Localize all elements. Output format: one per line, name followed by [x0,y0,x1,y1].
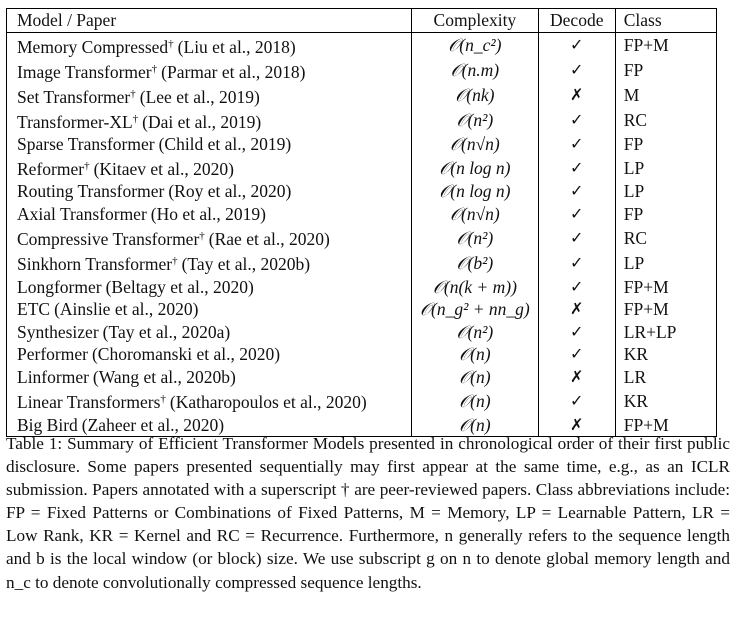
peer-reviewed-dagger: † [172,255,178,268]
model-paper-cell [7,321,412,344]
model-paper-cell [7,83,412,108]
class-cell: FP+M [615,413,716,436]
model-paper-cell [7,180,412,203]
header-complexity: Complexity [412,9,539,33]
paper-citation: (Tay et al., 2020b) [181,254,311,275]
class-cell: FP+M [615,32,716,58]
paper-citation: (Zaheer et al., 2020) [81,414,225,435]
table-row [7,250,717,275]
paper-citation: (Child et al., 2019) [158,133,292,154]
complexity-cell: 𝒪(n√n) [412,203,539,226]
table-row [7,388,717,413]
efficient-transformer-table [6,8,717,437]
decode-check-icon: ✓ [538,225,615,250]
table-row [7,225,717,250]
model-name: Image Transformer [17,61,152,82]
complexity-cell: 𝒪(n_c²) [412,32,539,58]
peer-reviewed-dagger: † [199,230,205,243]
peer-reviewed-dagger: † [132,112,139,125]
model-paper-cell [7,133,412,156]
paper-citation: (Wang et al., 2020b) [92,367,236,388]
class-cell: LP [615,155,716,180]
class-cell: LR+LP [615,321,716,344]
complexity-cell: 𝒪(n.m) [412,58,539,83]
table-body [7,32,717,436]
model-paper-cell [7,388,412,413]
model-paper-cell [7,275,412,298]
model-name: Linformer [17,367,89,388]
class-cell: LR [615,366,716,389]
model-name: Linear Transformers [17,392,161,413]
table-row [7,275,717,298]
model-paper-cell [7,250,412,275]
table-row [7,83,717,108]
class-cell: FP+M [615,275,716,298]
header-model: Model / Paper [7,9,412,33]
decode-cross-icon: ✗ [538,298,615,321]
decode-check-icon: ✓ [538,32,615,58]
peer-reviewed-dagger: † [168,37,174,50]
complexity-cell: 𝒪(n²) [412,108,539,133]
paper-citation: (Parmar et al., 2018) [161,61,306,82]
complexity-cell: 𝒪(n√n) [412,133,539,156]
paper-citation: (Ho et al., 2019) [150,204,266,225]
model-paper-cell [7,32,412,58]
decode-check-icon: ✓ [538,180,615,203]
decode-check-icon: ✓ [538,275,615,298]
peer-reviewed-dagger: † [160,393,166,406]
model-paper-cell [7,298,412,321]
model-paper-cell [7,203,412,226]
complexity-cell: 𝒪(nk) [412,83,539,108]
header-class: Class [615,9,716,33]
class-cell: KR [615,343,716,366]
decode-check-icon: ✓ [538,321,615,344]
peer-reviewed-dagger: † [84,160,90,173]
complexity-cell: 𝒪(n) [412,343,539,366]
class-cell: RC [615,225,716,250]
paper-citation: (Choromanski et al., 2020) [91,344,281,365]
model-name: Axial Transformer [17,204,147,225]
complexity-cell: 𝒪(n) [412,413,539,436]
complexity-cell: 𝒪(n) [412,366,539,389]
paper-citation: (Beltagy et al., 2020) [105,276,254,297]
model-name: Synthesizer [17,321,99,342]
model-name: Sparse Transformer [17,133,155,154]
complexity-cell: 𝒪(n²) [412,225,539,250]
decode-cross-icon: ✗ [538,366,615,389]
class-cell: LP [615,250,716,275]
peer-reviewed-dagger: † [151,62,158,75]
decode-check-icon: ✓ [538,203,615,226]
class-cell: M [615,83,716,108]
class-cell: FP [615,58,716,83]
model-paper-cell [7,58,412,83]
complexity-cell: 𝒪(n log n) [412,155,539,180]
table-row [7,133,717,156]
decode-cross-icon: ✗ [538,413,615,436]
complexity-cell: 𝒪(n²) [412,321,539,344]
table-row [7,32,717,58]
complexity-cell: 𝒪(n log n) [412,180,539,203]
paper-citation: (Liu et al., 2018) [177,36,296,57]
complexity-cell: 𝒪(n) [412,388,539,413]
paper-citation: (Ainslie et al., 2020) [54,299,199,320]
model-name: Reformer [17,159,85,180]
model-paper-cell [7,225,412,250]
table-row [7,58,717,83]
model-name: Longformer [17,276,102,297]
table-row [7,180,717,203]
complexity-cell: 𝒪(n_g² + nn_g) [412,298,539,321]
class-cell: FP+M [615,298,716,321]
decode-cross-icon: ✗ [538,83,615,108]
complexity-cell: 𝒪(n(k + m)) [412,275,539,298]
class-cell: FP [615,133,716,156]
decode-check-icon: ✓ [538,250,615,275]
decode-check-icon: ✓ [538,388,615,413]
class-cell: FP [615,203,716,226]
decode-check-icon: ✓ [538,108,615,133]
paper-citation: (Kitaev et al., 2020) [93,159,234,180]
model-paper-cell [7,366,412,389]
decode-check-icon: ✓ [538,343,615,366]
paper-citation: (Katharopoulos et al., 2020) [169,392,367,413]
decode-check-icon: ✓ [538,155,615,180]
model-name: ETC [17,299,51,320]
peer-reviewed-dagger: † [130,87,136,100]
model-name: Transformer-XL [17,111,133,132]
model-name: Set Transformer [17,86,131,107]
table-row [7,298,717,321]
paper-citation: (Rae et al., 2020) [208,229,330,250]
table-row [7,366,717,389]
paper-citation: (Dai et al., 2019) [142,111,262,132]
paper-citation: (Lee et al., 2019) [139,86,260,107]
decode-check-icon: ✓ [538,58,615,83]
paper-citation: (Roy et al., 2020) [168,181,292,202]
table-row [7,343,717,366]
table-row [7,108,717,133]
table-row [7,203,717,226]
model-name: Routing Transformer [17,181,165,202]
model-name: Memory Compressed [17,36,169,57]
class-cell: LP [615,180,716,203]
model-name: Performer [17,344,88,365]
model-name: Compressive Transformer [17,229,200,250]
table-header-row [7,9,717,33]
model-paper-cell [7,108,412,133]
table-row [7,321,717,344]
decode-check-icon: ✓ [538,133,615,156]
complexity-cell: 𝒪(b²) [412,250,539,275]
class-cell: KR [615,388,716,413]
model-name: Sinkhorn Transformer [17,254,173,275]
table-caption: Table 1: Summary of Efficient Transformer Models presented in chronological order of their first public disclosure. Some papers presented sequentially may first appear at the same time, e.g., as an ICLR submission. Papers annotated with a superscript † are peer-reviewed papers. Class abbreviations include: FP = Fixed Patterns or Combinations of Fixed Patterns, M = Memory, LP = Learnable Pattern, LR = Low Rank, KR = Kernel and RC = Recurrence. Furthermore, n generally refers to the sequence length and b is the local window (or block) size. We use subscript g on n to denote global memory length and n_c to denote convolutionally compressed sequence lengths. [6,434,730,592]
model-name: Big Bird [17,414,78,435]
class-cell: RC [615,108,716,133]
paper-citation: (Tay et al., 2020a) [102,321,231,342]
model-paper-cell [7,343,412,366]
header-decode: Decode [538,9,615,33]
table-row [7,155,717,180]
model-paper-cell [7,155,412,180]
